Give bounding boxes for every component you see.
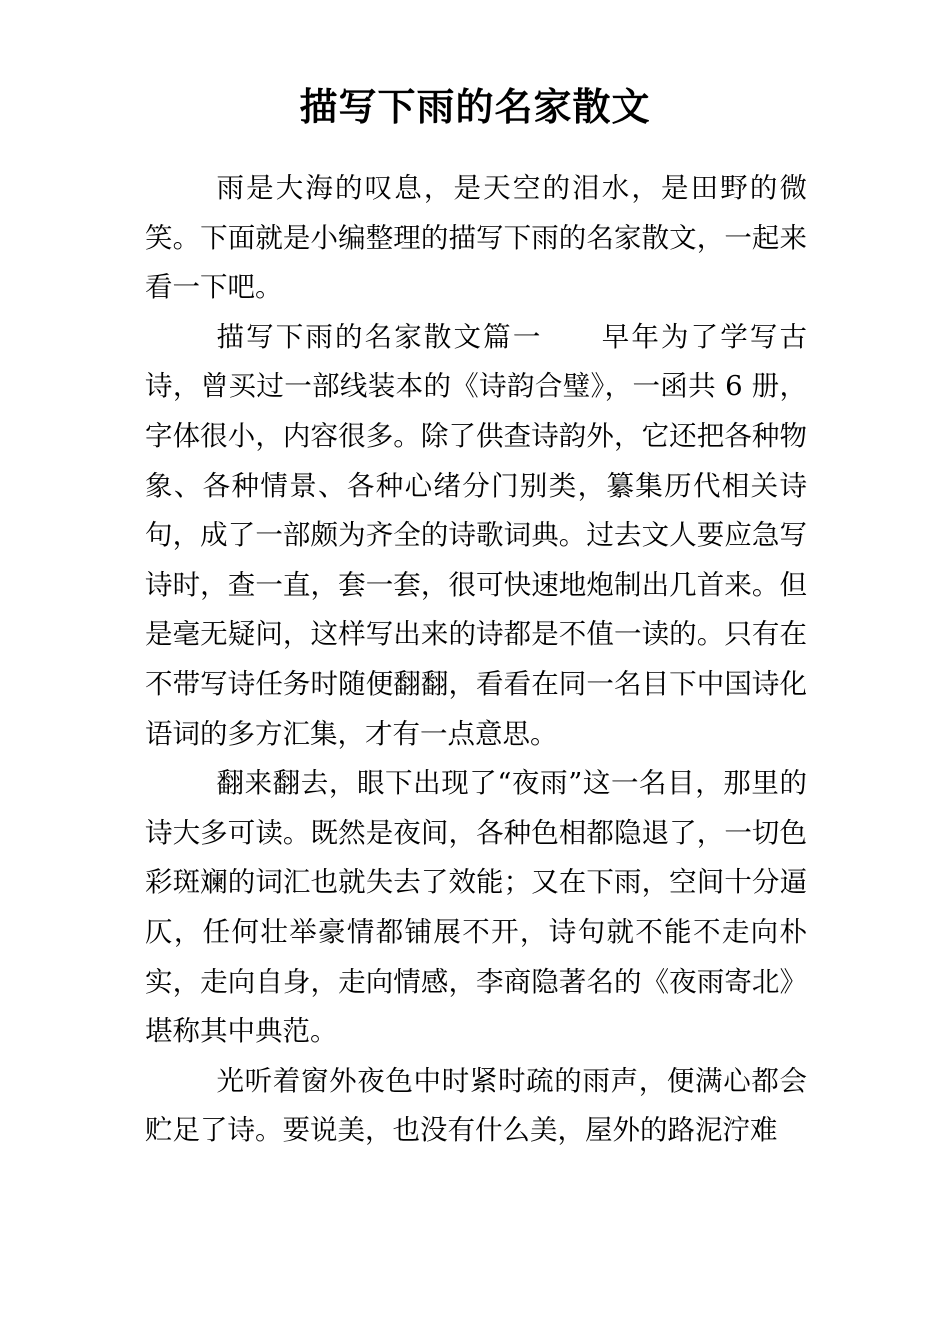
- paragraph-rain-sound: 光听着窗外夜色中时紧时疏的雨声，便满心都会贮足了诗。要说美，也没有什么美，屋外的路泥泞难: [145, 1064, 807, 1147]
- paragraph-night-rain: 翻来翻去，眼下出现了“夜雨”这一名目，那里的诗大多可读。既然是夜间，各种色相都隐退了，一切色彩斑斓的词汇也就失去了效能；又在下雨，空间十分逼仄，任何壮举豪情都铺展不开，诗句就不能不走向朴实，走向自身，走向情感，李商隐著名的《夜雨寄北》堪称其中典范。: [145, 767, 807, 1048]
- paragraph-essay-one: 描写下雨的名家散文篇一 早年为了学写古诗，曾买过一部线装本的《诗韵合璧》，一函共 6 册，字体很小，内容很多。除了供查诗韵外，它还把各种物象、各种情景、各种心绪分门别类，纂集历代相关诗句，成了一部颇为齐全的诗歌词典。过去文人要应急写诗时，查一直，套一套，很可快速地炮制出几首来。但是毫无疑问，这样写出来的诗都是不值一读的。只有在不带写诗任务时随便翻翻，看看在同一名目下中国诗化语词的多方汇集，才有一点意思。: [145, 320, 807, 750]
- document-title: 描写下雨的名家散文: [299, 84, 651, 129]
- document-body: [145, 164, 807, 1156]
- paragraph-intro: 雨是大海的叹息，是天空的泪水，是田野的微笑。下面就是小编整理的描写下雨的名家散文，一起来看一下吧。: [145, 172, 807, 304]
